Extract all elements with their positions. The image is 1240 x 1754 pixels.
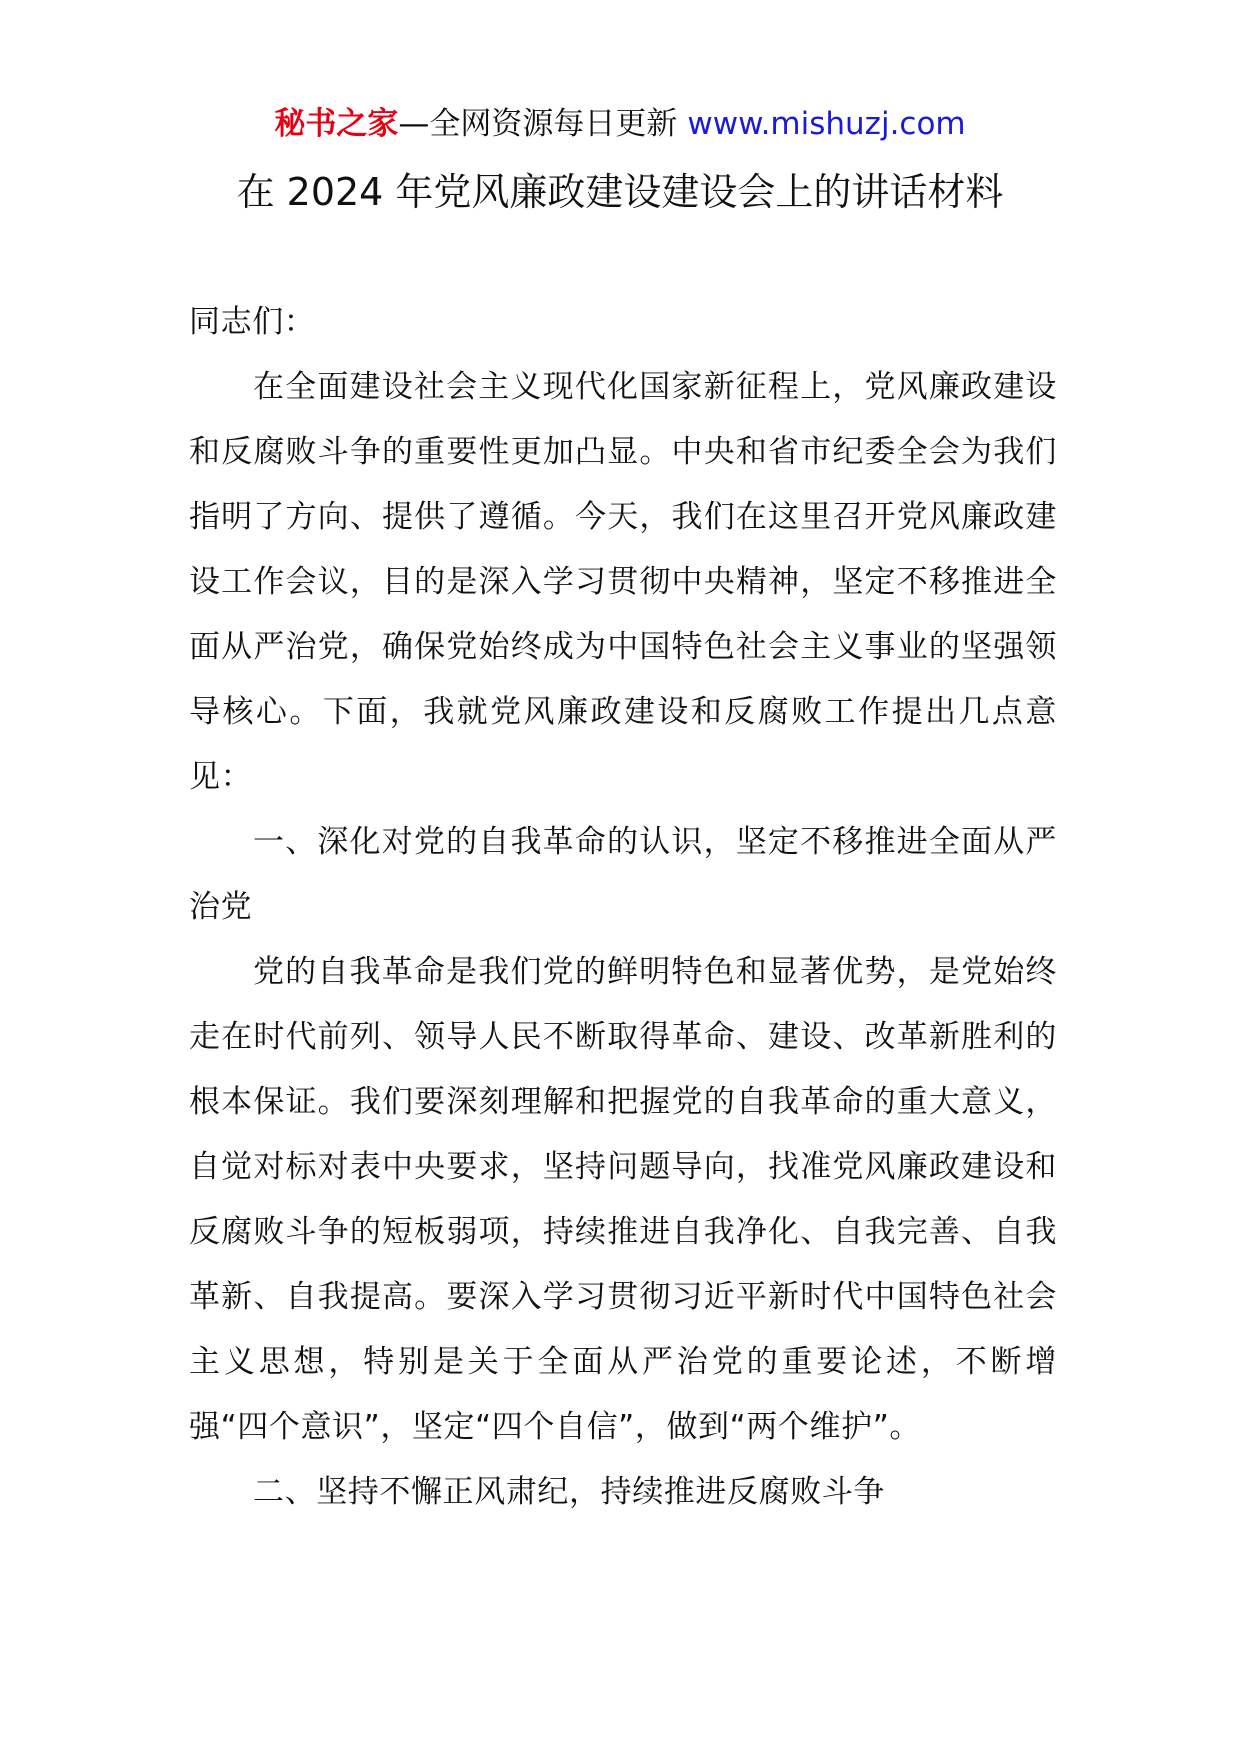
watermark-header (0, 100, 1240, 148)
body-paragraph: 在全面建设社会主义现代化国家新征程上，党风廉政建设和反腐败斗争的重要性更加凸显。中央和省市纪委全会为我们指明了方向、提供了遵循。今天，我们在这里召开党风廉政建设工作会议，目的是深入学习贯彻中央精神，坚定不移推进全面从严治党，确保党始终成为中国特色社会主义事业的坚强领导核心。下面，我就党风廉政建设和反腐败工作提出几点意见： (189, 369, 1057, 795)
site-url-link[interactable]: www.mishuzj.com (687, 106, 966, 142)
header-slogan: —全网资源每日更新 (398, 106, 678, 142)
section-heading: 一、深化对党的自我革命的认识，坚定不移推进全面从严治党 (189, 824, 1057, 925)
document-body (189, 290, 1057, 1525)
document-title: 在 2024 年党风廉政建设建设会上的讲话材料 (236, 170, 1004, 214)
salutation: 同志们： (189, 304, 316, 340)
section-heading: 二、坚持不懈正风肃纪，持续推进反腐败斗争 (253, 1474, 885, 1510)
brand-name: 秘书之家 (274, 106, 399, 142)
body-paragraph: 党的自我革命是我们党的鲜明特色和显著优势，是党始终走在时代前列、领导人民不断取得革命、建设、改革新胜利的根本保证。我们要深刻理解和把握党的自我革命的重大意义，自觉对标对表中央要求，坚持问题导向，找准党风廉政建设和反腐败斗争的短板弱项，持续推进自我净化、自我完善、自我革新、自我提高。要深入学习贯彻习近平新时代中国特色社会主义思想，特别是关于全面从严治党的重要论述，不断增强“四个意识”，坚定“四个自信”，做到“两个维护”。 (189, 954, 1057, 1445)
